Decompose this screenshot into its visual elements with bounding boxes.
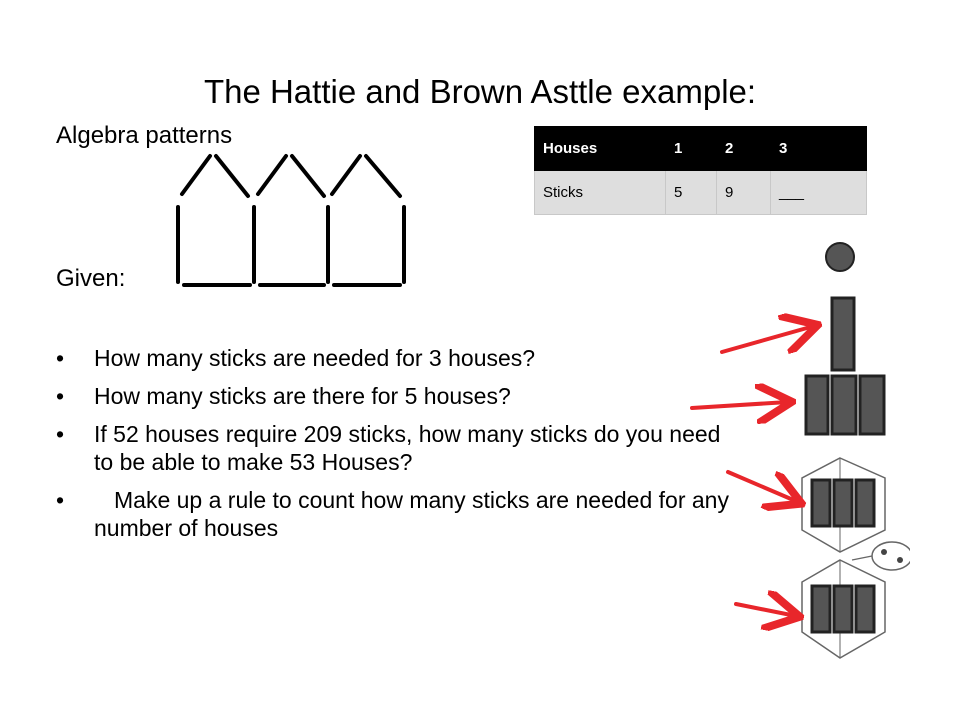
red-arrow-icon (692, 402, 788, 408)
slide-title: The Hattie and Brown Asttle example: (203, 73, 757, 110)
red-arrow-icon (736, 604, 796, 616)
list-item (56, 344, 756, 372)
stick (182, 156, 210, 194)
given-label: Given: (56, 265, 126, 292)
table-cell: 1 (666, 127, 717, 171)
strategy-illustration (680, 230, 910, 660)
circle-icon (826, 243, 854, 271)
list-item (56, 420, 734, 476)
table-cell-blank: ___ (771, 171, 867, 215)
question-list (56, 344, 756, 552)
question-text: Make up a rule to count how many sticks are needed for any number of houses (94, 487, 729, 541)
red-arrow-icon (722, 326, 814, 352)
table-cell: 9 (717, 171, 771, 215)
table-cell: 2 (717, 127, 771, 171)
bullet-icon: • (56, 421, 65, 447)
stick (292, 156, 324, 196)
table-header-row (535, 127, 867, 171)
bar-icon (832, 298, 854, 370)
bullet-icon: • (56, 487, 65, 513)
bars-in-diamond-icon (802, 458, 885, 552)
stick (258, 156, 286, 194)
bullet-icon: • (56, 383, 65, 409)
stick (216, 156, 248, 196)
bullet-icon: • (56, 345, 65, 371)
question-text: If 52 houses require 209 sticks, how many sticks do you need to be able to make 53 Houses? (94, 421, 721, 475)
stick (332, 156, 360, 194)
table-cell: Sticks (535, 171, 666, 215)
stick (366, 156, 400, 196)
houses-sticks-table (534, 126, 867, 215)
table-cell: 5 (666, 171, 717, 215)
table-cell: 3 (771, 127, 867, 171)
table-row (535, 171, 867, 215)
stick-houses-drawing (170, 152, 420, 292)
question-text: How many sticks are needed for 3 houses? (94, 345, 536, 371)
table-cell: Houses (535, 127, 666, 171)
list-item (56, 382, 756, 410)
slide-subtitle: Algebra patterns (56, 122, 233, 149)
list-item (56, 486, 756, 542)
question-text: How many sticks are there for 5 houses? (94, 383, 511, 409)
bars-in-diamond-with-loop-icon (802, 542, 910, 658)
red-arrow-icon (728, 472, 798, 502)
three-bars-icon (806, 376, 884, 434)
